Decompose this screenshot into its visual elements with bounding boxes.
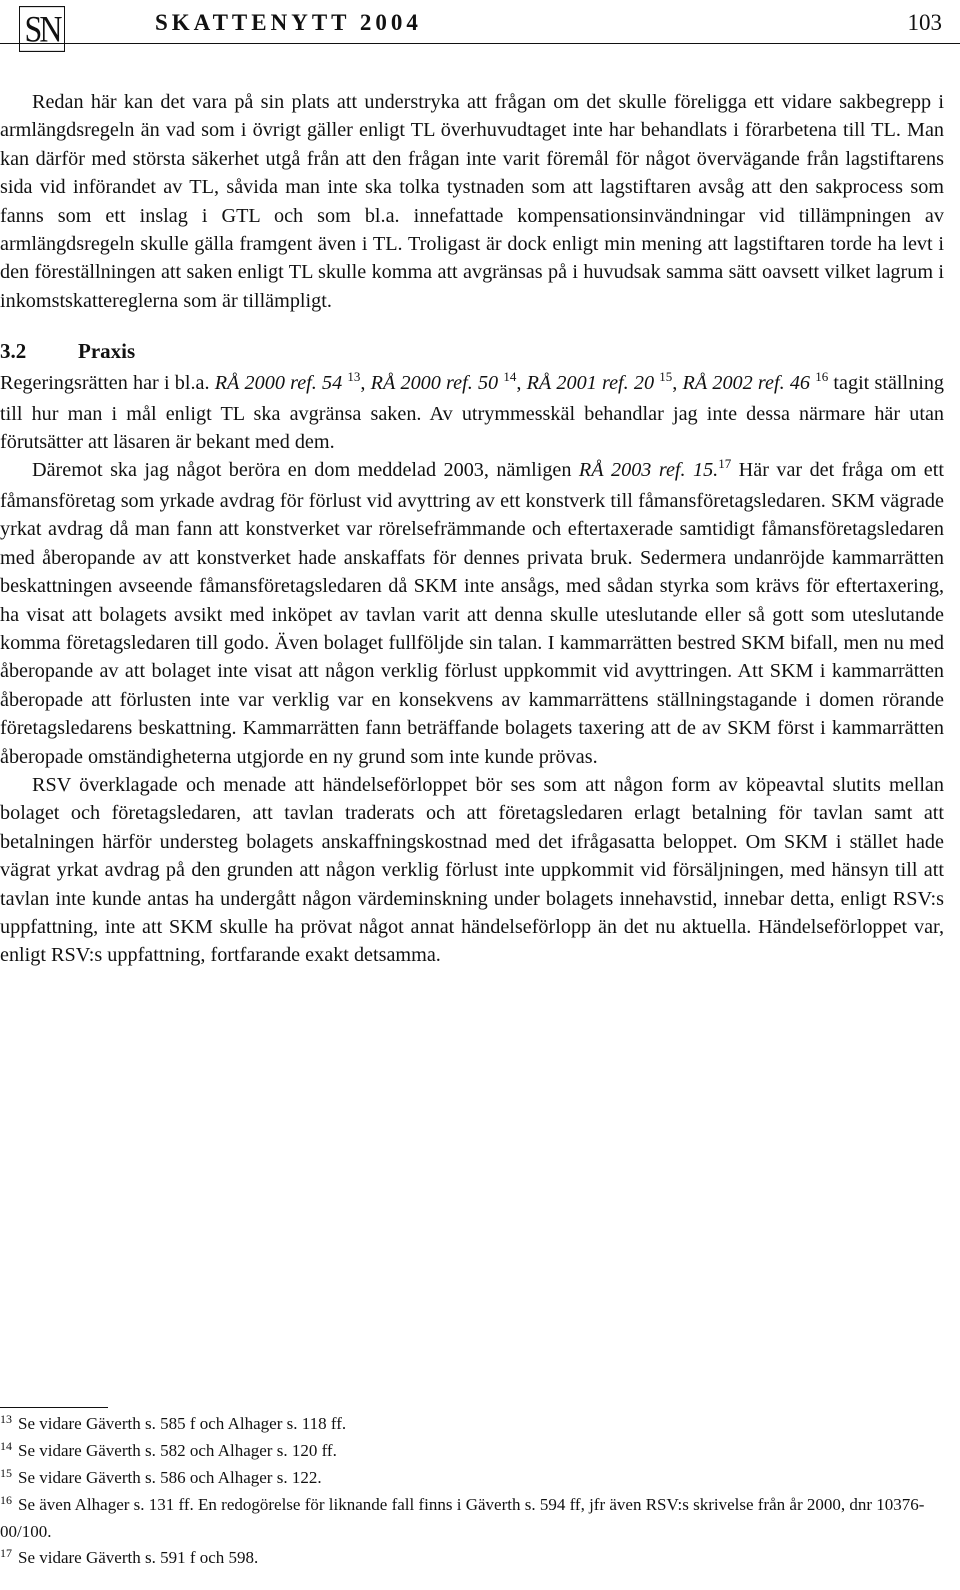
separator: , (516, 372, 527, 395)
footnote-text: Se vidare Gäverth s. 585 f och Alhager s. 118 ff. (18, 1414, 347, 1433)
p2-lead: Regeringsrätten har i bl.a. (0, 372, 215, 395)
footnote-15 (0, 1465, 944, 1492)
footnote-text: Se vidare Gäverth s. 582 och Alhager s. 120 ff. (18, 1441, 337, 1460)
page-header (0, 0, 960, 52)
footnote-number: 14 (0, 1439, 12, 1453)
case-ref-ra-2000-50: RÅ 2000 ref. 50 (370, 372, 499, 395)
footnotes (0, 1411, 944, 1572)
footnote-ref-15[interactable]: 15 (659, 369, 673, 385)
paragraph-1: Redan här kan det vara på sin plats att understryka att frågan om det skulle föreligga ett vidare sakbegrepp i armlängdsregeln än vad som i övrigt gäller enligt TL överhuvudtaget inte har behandlats i förarbetena till TL. Man kan därför med största säkerhet utgå från att den frågan inte varit föremål för något övervägande från lagstiftarens sida vid införandet av TL, såvida man inte ska tolka tystnaden som att lagstiftaren avsåg att den sakprocess som fanns som ett inslag i GTL och som bl.a. innefattade kompensationsinvändningar vid tillämpningen av armlängdsregeln skulle gälla framgent även i TL. Troligast är dock enligt min mening att lagstiftaren torde ha levt i den föreställningen att saken enligt TL skulle komma att avgränsas på i huvudsak samma sätt oavsett vilket lagrum i inkomstskattereglerna som är tillämpligt. (0, 91, 944, 312)
case-ref-ra-2001-20: RÅ 2001 ref. 20 (526, 372, 655, 395)
footnote-17 (0, 1545, 944, 1572)
footnote-13 (0, 1411, 944, 1438)
separator: , (360, 372, 371, 395)
footnote-number: 17 (0, 1546, 12, 1560)
footnote-number: 13 (0, 1412, 12, 1426)
separator: , (672, 372, 683, 395)
footnote-number: 16 (0, 1493, 12, 1507)
paragraph-2 (0, 369, 944, 456)
page-number: 103 (907, 10, 942, 35)
case-ref-ra-2000-54: RÅ 2000 ref. 54 (214, 372, 343, 395)
p3-rest: Här var det fråga om ett fåmansföretag som yrkade avdrag för förlust vid avyttring av ett konstverk till fåmansföretagsledaren. SKM vägrade yrkat avdrag då man fann att konstverket var rörelsefrämmande och eftertaxerade samtidigt fåmansföretagsledaren med åberopande av att konstverket hade anskaffats för dennes privata bruk. Sedermera undanröjde kammarrätten beskattningen avseende fåmansföretagsledaren då SKM inte ansågs, med sådan styrka som krävs för eftertaxering, ha visat att bolagets avsikt med inköpet av tavlan varit att denna skulle uteslutande eller så gott som uteslutande komma företagsledaren till godo. Även bolaget fullföljde sin talan. I kammarrätten bestred SKM bifall, men nu med åberopande av att bolaget inte visat att någon verklig förlust uppkommit vid avyttringen. Att SKM i kammarrätten åberopade att förlusten inte var verklig var en konsekvens av kammarrättens ställningstagande i domen rörande företagsledarens beskattning. Kammarrätten fann beträffande bolagets taxering att de av SKM först i kammarrätten åberopade omständigheterna utgjorde en ny grund som inte kunde prövas. (0, 459, 944, 768)
footnote-ref-13[interactable]: 13 (347, 369, 361, 385)
section-heading (0, 337, 944, 365)
p3-lead: Däremot ska jag något beröra en dom meddelad 2003, nämligen (32, 459, 579, 482)
case-ref-ra-2002-46: RÅ 2002 ref. 46 (682, 372, 811, 395)
footnote-text: Se vidare Gäverth s. 586 och Alhager s. 122. (18, 1468, 322, 1487)
footnote-text: Se även Alhager s. 131 ff. En redogörelse för liknande fall finns i Gäverth s. 594 ff, jfr även RSV:s skrivelse från år 2000, dnr 10376-00/100. (0, 1495, 925, 1541)
journal-logo: SN (19, 6, 65, 52)
paragraph-4: RSV överklagade och menade att händelseförloppet bör ses som att någon form av köpeavtal slutits mellan bolaget och företagsledaren, att tavlan traderats och att företagsledaren erlagt betalning för tavlan samt att betalningen härför understeg bolagets anskaffningskostnad med det ifrågasatta beloppet. Om SKM i stället hade vägrat yrkat avdrag på den grunden att någon verklig förlust inte uppkommit vid försäljningen, med hänsyn till att tavlan inte kunde antas ha undergått någon värdeminskning under bolagets innehavstid, innebar detta, enligt RSV:s uppfattning, inte att SKM skulle ha prövat något annat händelseförlopp än det nu aktuella. Händelseförloppet var, enligt RSV:s uppfattning, fortfarande exakt detsamma. (0, 773, 944, 967)
footnote-ref-17[interactable]: 17 (718, 456, 732, 472)
case-ref-ra-2003-15: RÅ 2003 ref. 15. (578, 459, 719, 482)
paragraph-3 (0, 456, 944, 770)
main-text (0, 88, 944, 970)
footnote-divider (0, 1407, 108, 1408)
footnote-14 (0, 1438, 944, 1465)
section-title: Praxis (78, 339, 136, 364)
footnote-text: Se vidare Gäverth s. 591 f och 598. (18, 1548, 259, 1567)
footnote-ref-14[interactable]: 14 (503, 369, 517, 385)
footnote-16 (0, 1492, 944, 1545)
footnote-number: 15 (0, 1466, 12, 1480)
p2-rest: tagit ställning till hur man i mål enligt TL ska avgränsa saken. Av utrymmesskäl behandlar jag inte dessa närmare här utan förutsätter att läsaren är bekant med dem. (0, 372, 945, 454)
footnote-ref-16[interactable]: 16 (815, 369, 829, 385)
running-title: SKATTENYTT 2004 (155, 10, 422, 35)
header-rule (0, 43, 960, 44)
section-number: 3.2 (0, 339, 27, 364)
